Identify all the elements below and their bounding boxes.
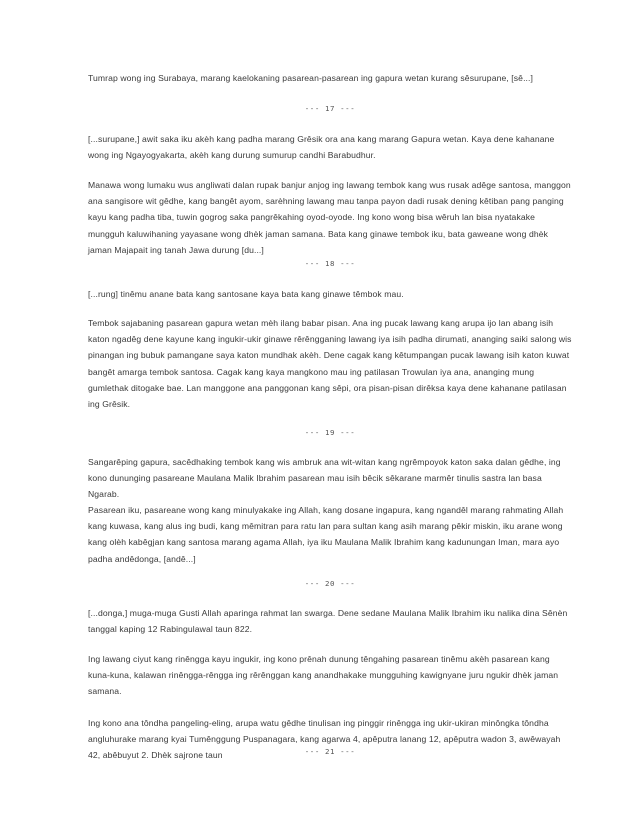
paragraph: Pasarean iku, pasareane wong kang minulyakake ing Allah, kang dosane ingapura, kang ngandêl marang rahmating Allah kang kuwasa, kang alus ing budi, kang mêmitran para ratu lan para sultan kang asih marang pêkir miskin, iku arane wong kang olèh kabêgjan kang santosa marang agama Allah, iya iku Maulana Malik Ibrahim kang kadunungan Iman, mara ayo padha andêdonga, [andê...] xyxy=(88,505,564,564)
page-marker: --- 19 --- xyxy=(304,428,356,437)
paragraph: Manawa wong lumaku wus angliwati dalan rupak banjur anjog ing lawang tembok kang wus rusak adêge santosa, manggon ana sangisore wit gêdhe, kang bangêt ayom, sarèhning lawang mau tanpa payon dadi rusak dening kêtiban pang panging kayu kang padha tiba, tuwin gogrog saka pangrêkahing oyod-oyode. Ing kono wong bisa wêruh lan bisa nyatakake mungguh kaluwihaning yayasane wong dhèk jaman samana. Bata kang ginawe tembok iku, bata gaweane wong dhèk jaman Majapait ing tanah Jawa durung [du...] xyxy=(88,180,571,255)
page-marker: --- 17 --- xyxy=(304,104,356,113)
page-marker: --- 18 --- xyxy=(304,259,356,268)
paragraph: Sangarêping gapura, sacêdhaking tembok kang wis ambruk ana wit-witan kang ngrêmpoyok katon saka dalan gêdhe, ing kono dununging pasareane Maulana Malik Ibrahim pasarean mau isih bêcik sêkarane marmêr tinulis sastra lan basa Ngarab. xyxy=(88,457,561,500)
page-marker: --- 20 --- xyxy=(304,579,356,588)
paragraph: [...surupane,] awit saka iku akèh kang padha marang Grêsik ora ana kang marang Gapura wetan. Kaya dene kahanane wong ing Ngayogyakarta, akèh kang durung sumurup candhi Barabudhur. xyxy=(88,134,555,161)
page-marker: --- 21 --- xyxy=(304,747,356,756)
paragraph: [...donga,] muga-muga Gusti Allah aparinga rahmat lan swarga. Dene sedane Maulana Malik Ibrahim iku nalika dina Sênèn tanggal kaping 12 Rabingulawal taun 822. xyxy=(88,608,568,635)
paragraph: Tembok sajabaning pasarean gapura wetan mèh ilang babar pisan. Ana ing pucak lawang kang arupa ijo lan abang isih katon ngadêg dene kayune kang ingukir-ukir ginawe rêrêngganing lawang iya isih padha dirumati, ananging saiki salong wis pinangan ing bubuk pamangane saya katon mundhak akèh. Dene cagak kang kêtumpangan pucak lawang isih katon kuwat bangêt amarga tembok santosa. Cagak kang kaya mangkono mau ing patilasan Trowulan iya ana, ananging mung gumlethak ditogake bae. Lan manggone ana panggonan kang sêpi, ora pisan-pisan dirêksa kaya dene kahanane patilasan ing Grêsik. xyxy=(88,318,572,410)
paragraph: [...rung] tinêmu anane bata kang santosane kaya bata kang ginawe têmbok mau. xyxy=(88,289,404,299)
paragraph: Ing lawang ciyut kang rinêngga kayu ingukir, ing kono prênah dunung têngahing pasarean tinêmu akèh pasarean kang kuna-kuna, kalawan rinêngga-rêngga ing rêrênggan kang anandhakake mungguhing kawignyane juru ngukir dhèk jaman samana. xyxy=(88,654,559,697)
paragraph: Ing kono ana tôndha pangeling-eling, arupa watu gêdhe tinulisan ing pinggir rinêngga ing ukir-ukiran minôngka tôndha angluhurake marang kyai Tumênggung Puspanagara, kang agarwa 4, apêputra lanang 12, apêputra wadon 3, awêwayah 42, abêbuyut 2. Dhèk sajrone taun xyxy=(88,718,561,761)
paragraph: Tumrap wong ing Surabaya, marang kaelokaning pasarean-pasarean ing gapura wetan kurang sêsurupane, [sê...] xyxy=(88,73,534,83)
